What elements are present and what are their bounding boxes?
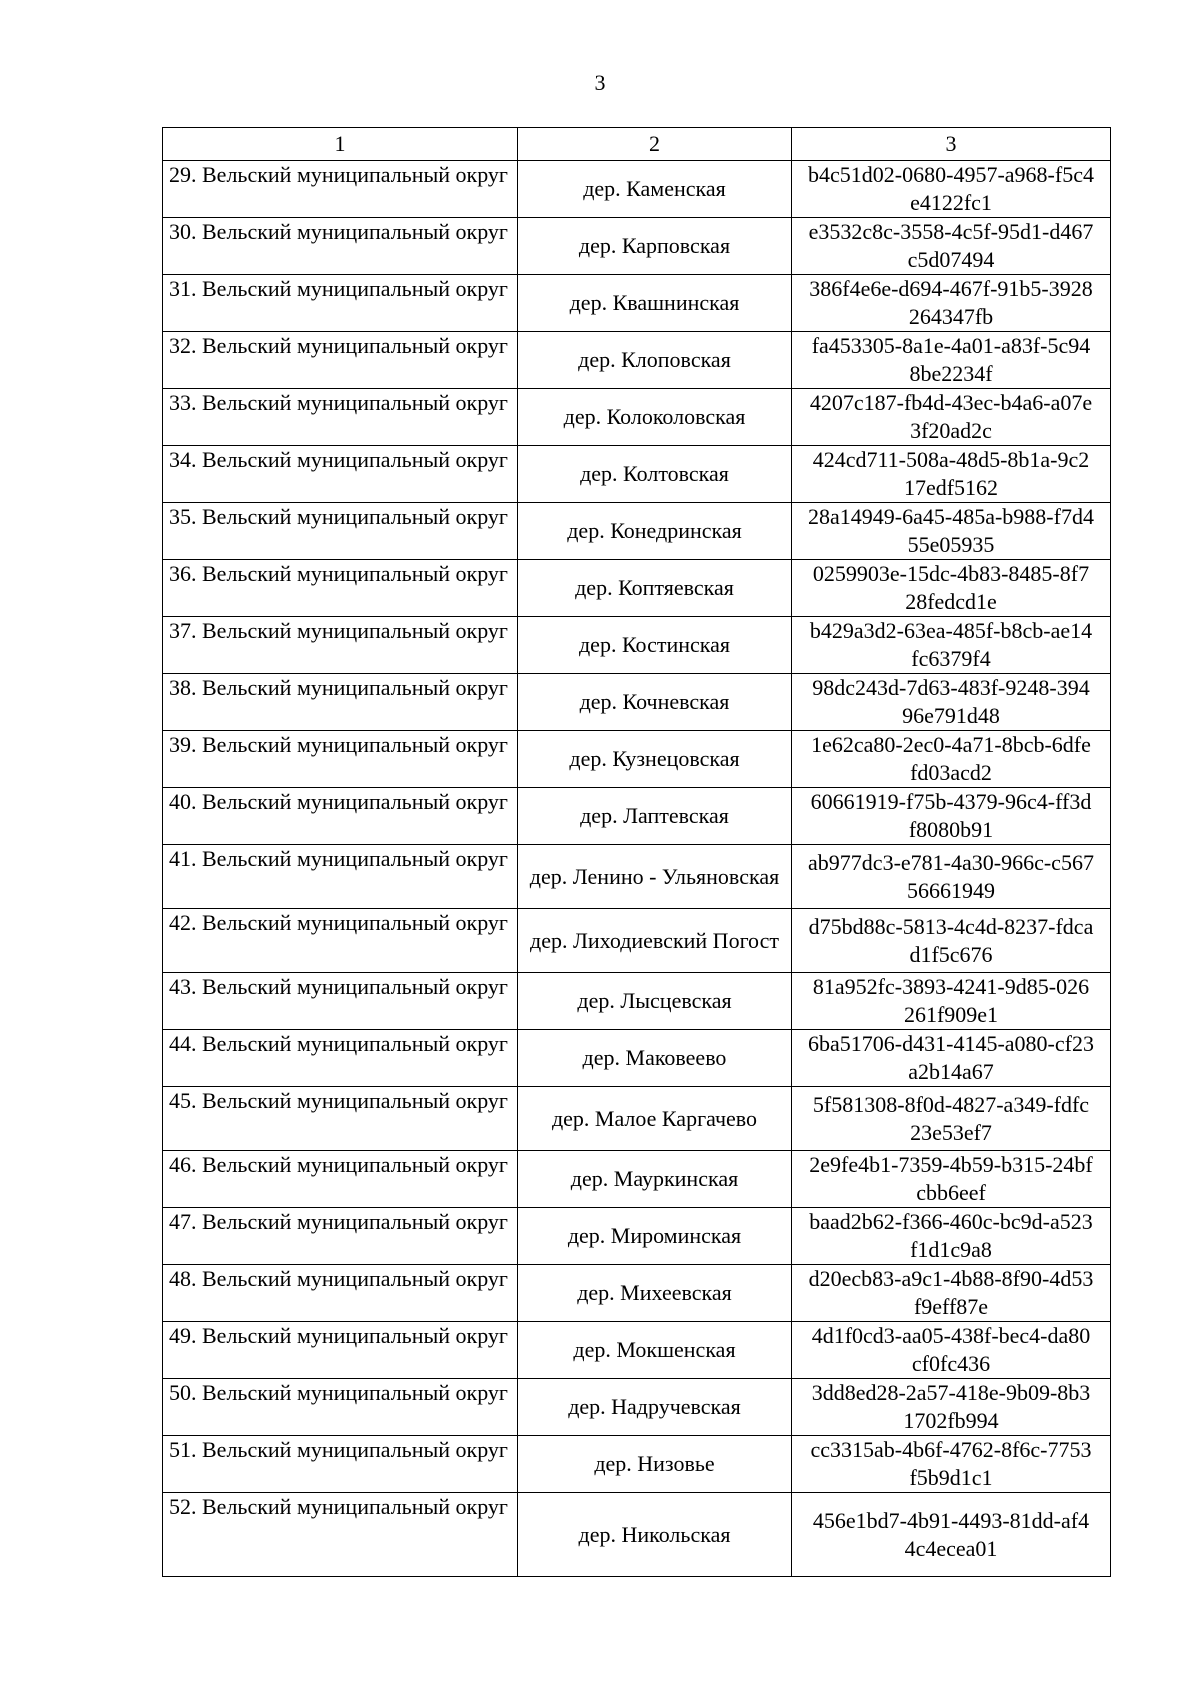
district-cell: 38. Вельский муниципальный округ [163, 674, 518, 731]
district-cell: 43. Вельский муниципальный округ [163, 973, 518, 1030]
table-row [163, 1265, 1111, 1322]
guid-cell: 1e62ca80-2ec0-4a71-8bcb-6dfefd03acd2 [792, 731, 1111, 788]
guid-cell: ab977dc3-e781-4a30-966c-c56756661949 [792, 845, 1111, 909]
guid-cell: 60661919-f75b-4379-96c4-ff3df8080b91 [792, 788, 1111, 845]
district-cell: 35. Вельский муниципальный округ [163, 503, 518, 560]
village-cell: дер. Каменская [518, 161, 792, 218]
village-cell: дер. Лаптевская [518, 788, 792, 845]
village-cell: дер. Лиходиевский Погост [518, 909, 792, 973]
table-row [163, 446, 1111, 503]
table-row [163, 1436, 1111, 1493]
guid-cell: fa453305-8a1e-4a01-a83f-5c948be2234f [792, 332, 1111, 389]
district-cell: 31. Вельский муниципальный округ [163, 275, 518, 332]
guid-cell: e3532c8c-3558-4c5f-95d1-d467c5d07494 [792, 218, 1111, 275]
guid-cell: d75bd88c-5813-4c4d-8237-fdcad1f5c676 [792, 909, 1111, 973]
guid-cell: 424cd711-508a-48d5-8b1a-9c217edf5162 [792, 446, 1111, 503]
table-row [163, 1087, 1111, 1151]
guid-cell: 456e1bd7-4b91-4493-81dd-af44c4ecea01 [792, 1493, 1111, 1577]
village-cell: дер. Мауркинская [518, 1151, 792, 1208]
district-cell: 36. Вельский муниципальный округ [163, 560, 518, 617]
village-cell: дер. Лысцевская [518, 973, 792, 1030]
guid-cell: 81a952fc-3893-4241-9d85-026261f909e1 [792, 973, 1111, 1030]
page-number: 3 [594, 70, 606, 95]
district-cell: 45. Вельский муниципальный округ [163, 1087, 518, 1151]
district-cell: 41. Вельский муниципальный округ [163, 845, 518, 909]
table-row [163, 731, 1111, 788]
guid-cell: 0259903e-15dc-4b83-8485-8f728fedcd1e [792, 560, 1111, 617]
village-cell: дер. Карповская [518, 218, 792, 275]
village-cell: дер. Кочневская [518, 674, 792, 731]
district-cell: 39. Вельский муниципальный округ [163, 731, 518, 788]
guid-cell: cc3315ab-4b6f-4762-8f6c-7753f5b9d1c1 [792, 1436, 1111, 1493]
district-cell: 51. Вельский муниципальный округ [163, 1436, 518, 1493]
district-cell: 33. Вельский муниципальный округ [163, 389, 518, 446]
table-row [163, 1208, 1111, 1265]
guid-cell: b4c51d02-0680-4957-a968-f5c4e4122fc1 [792, 161, 1111, 218]
table-row [163, 161, 1111, 218]
settlements-table [162, 127, 1111, 1577]
district-cell: 52. Вельский муниципальный округ [163, 1493, 518, 1577]
table-row [163, 909, 1111, 973]
table-row [163, 1322, 1111, 1379]
village-cell: дер. Низовье [518, 1436, 792, 1493]
district-cell: 50. Вельский муниципальный округ [163, 1379, 518, 1436]
guid-cell: 5f581308-8f0d-4827-a349-fdfc23e53ef7 [792, 1087, 1111, 1151]
village-cell: дер. Коптяевская [518, 560, 792, 617]
village-cell: дер. Михеевская [518, 1265, 792, 1322]
table-row [163, 1493, 1111, 1577]
table-row [163, 389, 1111, 446]
district-cell: 34. Вельский муниципальный округ [163, 446, 518, 503]
table-row [163, 1379, 1111, 1436]
guid-cell: 6ba51706-d431-4145-a080-cf23a2b14a67 [792, 1030, 1111, 1087]
village-cell: дер. Мокшенская [518, 1322, 792, 1379]
guid-cell: baad2b62-f366-460c-bc9d-a523f1d1c9a8 [792, 1208, 1111, 1265]
column-header-3: 3 [792, 128, 1111, 161]
column-header-1: 1 [163, 128, 518, 161]
village-cell: дер. Малое Каргачево [518, 1087, 792, 1151]
table-row [163, 845, 1111, 909]
table-row [163, 560, 1111, 617]
guid-cell: 28a14949-6a45-485a-b988-f7d455e05935 [792, 503, 1111, 560]
district-cell: 44. Вельский муниципальный округ [163, 1030, 518, 1087]
district-cell: 37. Вельский муниципальный округ [163, 617, 518, 674]
village-cell: дер. Надручевская [518, 1379, 792, 1436]
table-row [163, 617, 1111, 674]
column-header-2: 2 [518, 128, 792, 161]
district-cell: 42. Вельский муниципальный округ [163, 909, 518, 973]
village-cell: дер. Колтовская [518, 446, 792, 503]
table-row [163, 1030, 1111, 1087]
guid-cell: 4207c187-fb4d-43ec-b4a6-a07e3f20ad2c [792, 389, 1111, 446]
guid-cell: 386f4e6e-d694-467f-91b5-3928264347fb [792, 275, 1111, 332]
district-cell: 29. Вельский муниципальный округ [163, 161, 518, 218]
district-cell: 32. Вельский муниципальный округ [163, 332, 518, 389]
table-row [163, 973, 1111, 1030]
table-row [163, 503, 1111, 560]
district-cell: 30. Вельский муниципальный округ [163, 218, 518, 275]
village-cell: дер. Костинская [518, 617, 792, 674]
village-cell: дер. Ленино - Ульяновская [518, 845, 792, 909]
village-cell: дер. Конедринская [518, 503, 792, 560]
village-cell: дер. Кузнецовская [518, 731, 792, 788]
table-row [163, 1151, 1111, 1208]
guid-cell: 2e9fe4b1-7359-4b59-b315-24bfcbb6eef [792, 1151, 1111, 1208]
village-cell: дер. Никольская [518, 1493, 792, 1577]
village-cell: дер. Клоповская [518, 332, 792, 389]
guid-cell: 4d1f0cd3-aa05-438f-bec4-da80cf0fc436 [792, 1322, 1111, 1379]
village-cell: дер. Колоколовская [518, 389, 792, 446]
district-cell: 47. Вельский муниципальный округ [163, 1208, 518, 1265]
guid-cell: 3dd8ed28-2a57-418e-9b09-8b31702fb994 [792, 1379, 1111, 1436]
district-cell: 40. Вельский муниципальный округ [163, 788, 518, 845]
village-cell: дер. Квашнинская [518, 275, 792, 332]
district-cell: 48. Вельский муниципальный округ [163, 1265, 518, 1322]
district-cell: 49. Вельский муниципальный округ [163, 1322, 518, 1379]
table-row [163, 275, 1111, 332]
guid-cell: d20ecb83-a9c1-4b88-8f90-4d53f9eff87e [792, 1265, 1111, 1322]
guid-cell: b429a3d2-63ea-485f-b8cb-ae14fc6379f4 [792, 617, 1111, 674]
table-row [163, 218, 1111, 275]
table-row [163, 332, 1111, 389]
village-cell: дер. Маковеево [518, 1030, 792, 1087]
village-cell: дер. Мироминская [518, 1208, 792, 1265]
header-row [163, 128, 1111, 161]
guid-cell: 98dc243d-7d63-483f-9248-39496e791d48 [792, 674, 1111, 731]
table-row [163, 788, 1111, 845]
district-cell: 46. Вельский муниципальный округ [163, 1151, 518, 1208]
table-row [163, 674, 1111, 731]
